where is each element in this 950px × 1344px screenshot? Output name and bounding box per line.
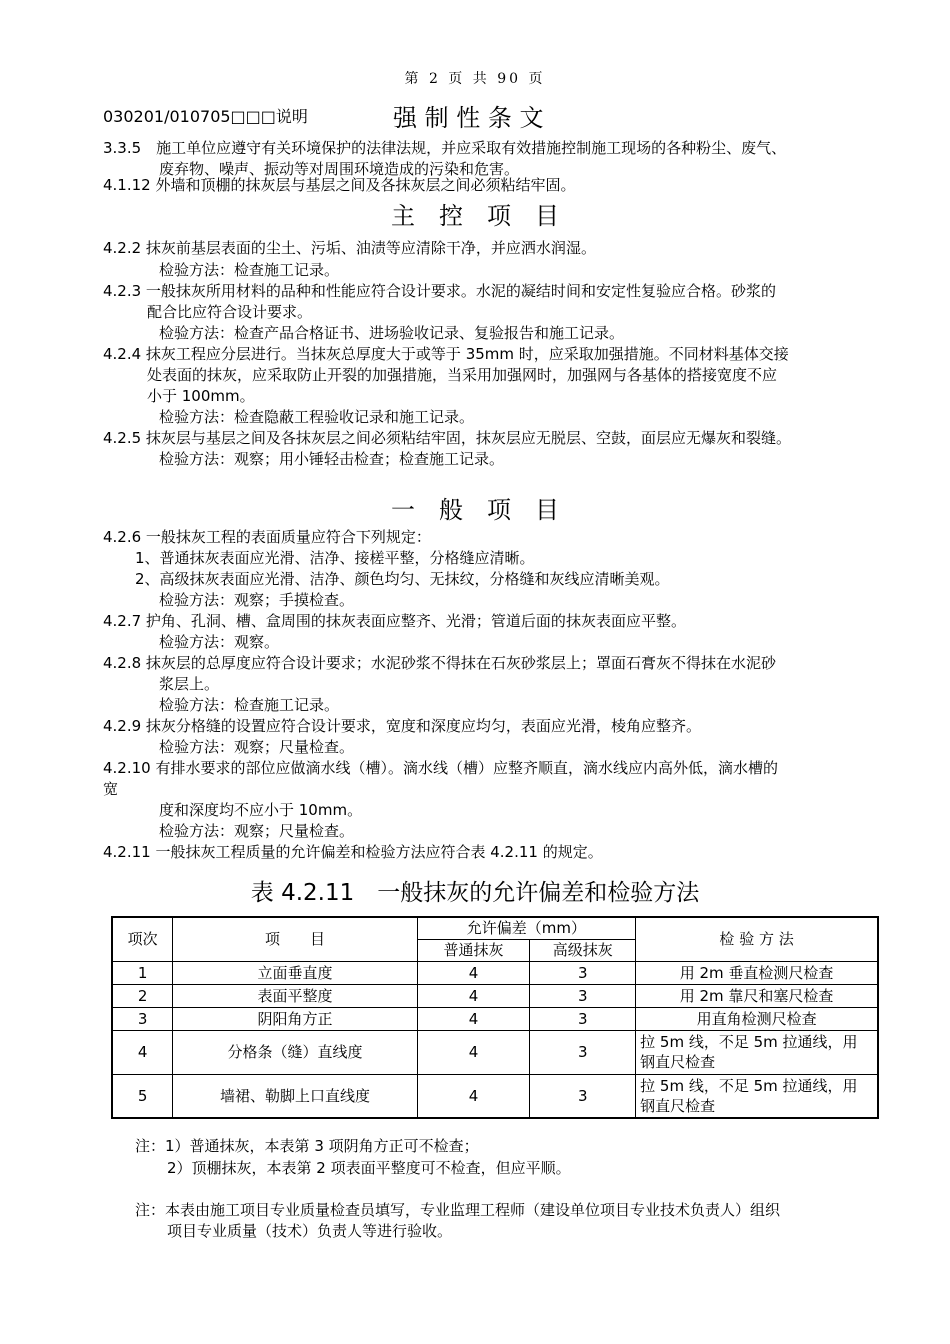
table-row: [112, 961, 878, 984]
main-line: 检验方法：观察；用小锤轻击检查；检查施工记录。: [159, 450, 505, 468]
doc-code: 030201/010705□□□说明: [103, 107, 308, 126]
cell-item: 分格条（缝）直线度: [173, 1030, 417, 1074]
cell-item: 表面平整度: [173, 984, 417, 1007]
cell-high: 3: [530, 1007, 636, 1030]
cell-method-line: 拉 5m 线，不足 5m 拉通线，用: [640, 1076, 858, 1095]
table-row: [112, 984, 878, 1007]
main-line: 检验方法：检查产品合格证书、进场验收记录、复验报告和施工记录。: [159, 324, 625, 342]
general-line: 4.2.8 抹灰层的总厚度应符合设计要求；水泥砂浆不得抹在石灰砂浆层上；罩面石膏灰不得抹在水泥砂: [103, 654, 776, 672]
general-line: 4.2.7 护角、孔洞、槽、盒周围的抹灰表面应整齐、光滑；管道后面的抹灰表面应平整。: [103, 612, 686, 630]
cell-no: 2: [112, 984, 173, 1007]
mandatory-line: 废弃物、噪声、振动等对周围环境造成的污染和危害。: [159, 160, 520, 178]
general-line: 检验方法：观察；尺量检查。: [159, 822, 355, 840]
main-line: 4.2.4 抹灰工程应分层进行。当抹灰总厚度大于或等于 35mm 时，应采取加强措施。不同材料基体交接: [103, 345, 789, 363]
table-header-row: [112, 917, 878, 939]
tolerance-table: [111, 916, 879, 1119]
cell-normal: 4: [417, 961, 530, 984]
cell-high: 3: [530, 961, 636, 984]
table-row: [112, 1030, 878, 1074]
header-no: 项次: [112, 917, 173, 961]
cell-no: 4: [112, 1030, 173, 1074]
general-line: 检验方法：观察。: [159, 633, 280, 651]
table-row: [112, 1074, 878, 1118]
general-line: 4.2.11 一般抹灰工程质量的允许偏差和检验方法应符合表 4.2.11 的规定。: [103, 843, 603, 861]
general-line: 浆层上。: [159, 675, 220, 693]
cell-method: 用 2m 垂直检测尺检查: [636, 961, 878, 984]
cell-item: 阴阳角方正: [173, 1007, 417, 1030]
cell-high: 3: [530, 1030, 636, 1074]
general-line: 2、高级抹灰表面应光滑、洁净、颜色均匀、无抹纹，分格缝和灰线应清晰美观。: [135, 570, 670, 588]
section-title-main: 主 控 项 目: [391, 202, 559, 230]
cell-method-line: 钢直尺检查: [640, 1053, 716, 1071]
general-line: 检验方法：检查施工记录。: [159, 696, 340, 714]
main-line: 配合比应符合设计要求。: [147, 303, 313, 321]
section-title-mandatory: 强 制 性 条 文: [393, 104, 544, 132]
cell-no: 1: [112, 961, 173, 984]
note-line: 项目专业质量（技术）负责人等进行验收。: [167, 1222, 453, 1240]
general-line: 检验方法：观察；手摸检查。: [159, 591, 355, 609]
cell-normal: 4: [417, 1030, 530, 1074]
header-item: 项 目: [173, 917, 417, 961]
note-line: 注：1）普通抹灰，本表第 3 项阴角方正可不检查；: [135, 1137, 479, 1155]
cell-high: 3: [530, 984, 636, 1007]
header-deviation: 允许偏差（mm）: [417, 917, 635, 939]
general-line: 1、普通抹灰表面应光滑、洁净、接槎平整，分格缝应清晰。: [135, 549, 535, 567]
cell-method: [636, 1030, 878, 1074]
page-number: 第 2 页 共 90 页: [404, 71, 546, 87]
cell-method-line: 钢直尺检查: [640, 1096, 716, 1115]
note-line: 2）顶棚抹灰，本表第 2 项表面平整度可不检查，但应平顺。: [167, 1159, 571, 1177]
header-normal: 普通抹灰: [417, 939, 530, 961]
header-high: 高级抹灰: [530, 939, 636, 961]
cell-no: 3: [112, 1007, 173, 1030]
general-line: 4.2.9 抹灰分格缝的设置应符合设计要求，宽度和深度应均匀，表面应光滑，棱角应整齐。: [103, 717, 701, 735]
cell-method: 用直角检测尺检查: [636, 1007, 878, 1030]
section-title-general: 一 般 项 目: [391, 496, 559, 524]
cell-method: 用 2m 靠尺和塞尺检查: [636, 984, 878, 1007]
table-row: [112, 1007, 878, 1030]
cell-high: 3: [530, 1074, 636, 1118]
main-line: 小于 100mm。: [147, 387, 255, 405]
general-line: 4.2.6 一般抹灰工程的表面质量应符合下列规定：: [103, 528, 431, 546]
main-line: 处表面的抹灰，应采取防止开裂的加强措施，当采用加强网时，加强网与各基体的搭接宽度不应: [147, 366, 778, 384]
header-method: 检 验 方 法: [636, 917, 878, 961]
table-caption: 表 4.2.11 一般抹灰的允许偏差和检验方法: [250, 880, 700, 906]
mandatory-line: 4.1.12 外墙和顶棚的抹灰层与基层之间及各抹灰层之间必须粘结牢固。: [103, 176, 576, 194]
general-line: 4.2.10 有排水要求的部位应做滴水线（槽）。滴水线（槽）应整齐顺直，滴水线应内高外低，滴水槽的: [103, 759, 778, 777]
general-line: 度和深度均不应小于 10mm。: [159, 801, 363, 819]
main-line: 4.2.2 抹灰前基层表面的尘土、污垢、油渍等应清除干净，并应洒水润湿。: [103, 239, 596, 257]
cell-method-line: 拉 5m 线，不足 5m 拉通线，用: [640, 1033, 858, 1051]
general-line: 宽: [103, 780, 119, 798]
cell-normal: 4: [417, 1074, 530, 1118]
cell-normal: 4: [417, 1007, 530, 1030]
cell-method: [636, 1074, 878, 1118]
cell-item: 墙裙、勒脚上口直线度: [173, 1074, 417, 1118]
general-line: 检验方法：观察；尺量检查。: [159, 738, 355, 756]
main-line: 4.2.5 抹灰层与基层之间及各抹灰层之间必须粘结牢固，抹灰层应无脱层、空鼓，面层应无爆灰和裂缝。: [103, 429, 791, 447]
note-line: 注：本表由施工项目专业质量检查员填写，专业监理工程师（建设单位项目专业技术负责人）组织: [135, 1201, 781, 1219]
main-line: 4.2.3 一般抹灰所用材料的品种和性能应符合设计要求。水泥的凝结时间和安定性复验应合格。砂浆的: [103, 282, 776, 300]
main-line: 检验方法：检查施工记录。: [159, 261, 340, 279]
cell-normal: 4: [417, 984, 530, 1007]
cell-no: 5: [112, 1074, 173, 1118]
main-line: 检验方法：检查隐蔽工程验收记录和施工记录。: [159, 408, 475, 426]
cell-item: 立面垂直度: [173, 961, 417, 984]
mandatory-line: 3.3.5 施工单位应遵守有关环境保护的法律法规，并应采取有效措施控制施工现场的各种粉尘、废气、: [103, 139, 787, 157]
